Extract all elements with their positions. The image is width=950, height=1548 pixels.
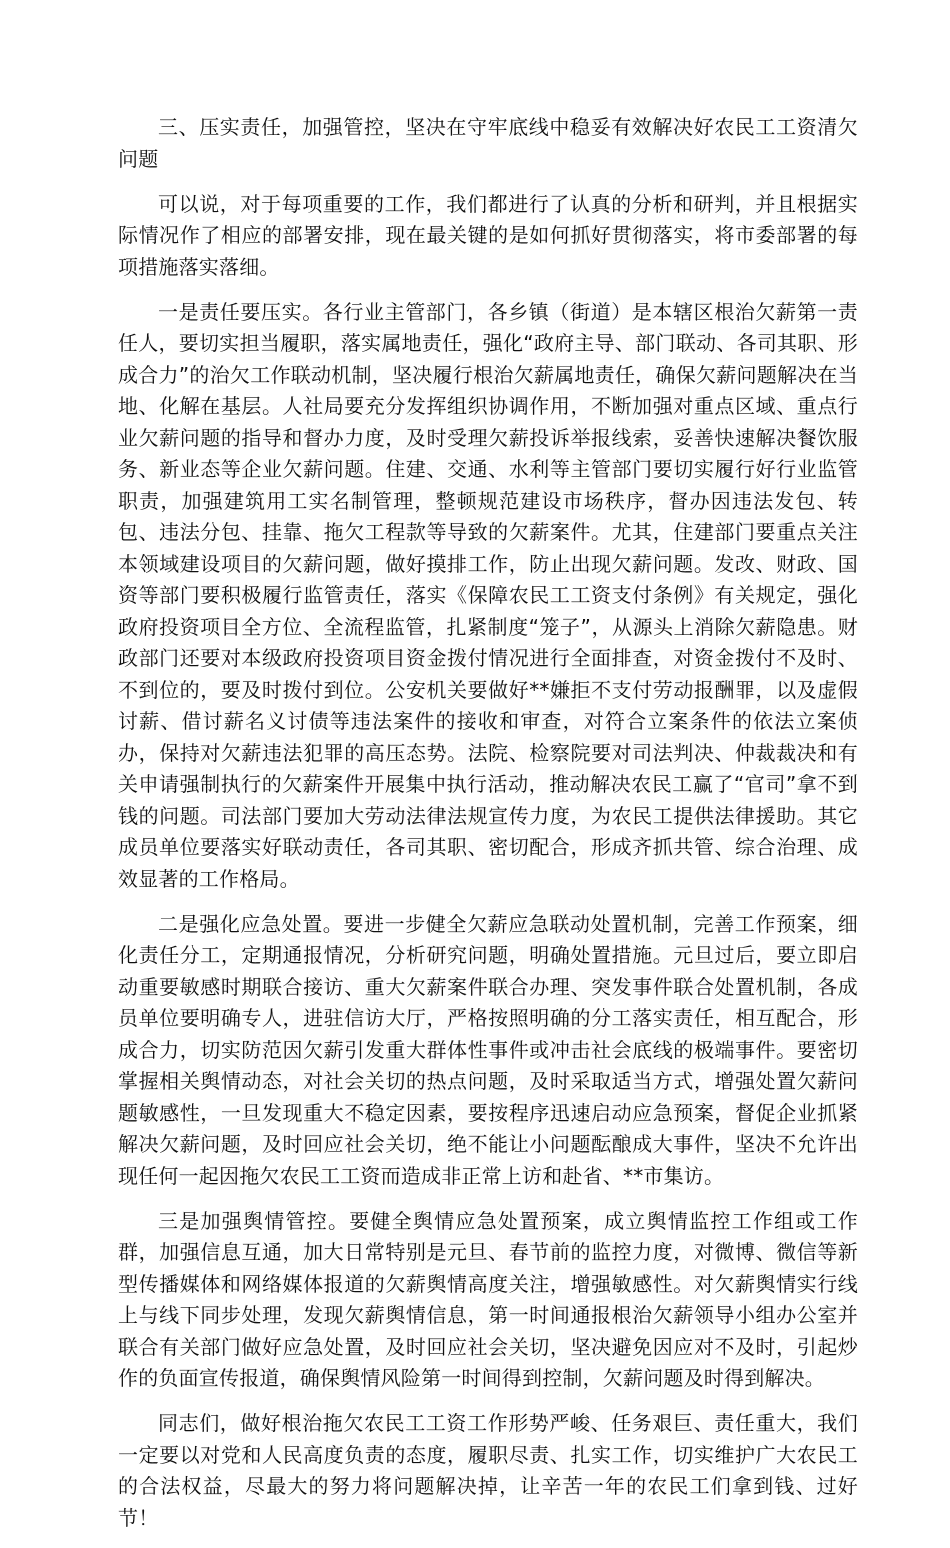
section-heading: 三、压实责任，加强管控，坚决在守牢底线中稳妥有效解决好农民工工资清欠问题 (118, 115, 858, 171)
paragraph-responsibility: 一是责任要压实。各行业主管部门，各乡镇（街道）是本辖区根治欠薪第一责任人，要切实担当履职，落实属地责任，强化“政府主导、部门联动、各司其职、形成合力”的治欠工作联动机制，坚决履行根治欠薪属地责任，确保欠薪问题解决在当地、化解在基层。人社局要充分发挥组织协调作用，不断加强对重点区域、重点行业欠薪问题的指导和督办力度，及时受理欠薪投诉举报线索，妥善快速解决餐饮服务、新业态等企业欠薪问题。住建、交通、水利等主管部门要切实履行好行业监管职责，加强建筑用工实名制管理，整顿规范建设市场秩序，督办因违法发包、转包、违法分包、挂靠、拖欠工程款等导致的欠薪案件。尤其，住建部门要重点关注本领域建设项目的欠薪问题，做好摸排工作，防止出现欠薪问题。发改、财政、国资等部门要积极履行监管责任，落实《保障农民工工资支付条例》有关规定，强化政府投资项目全方位、全流程监管，扎紧制度“笼子”，从源头上消除欠薪隐患。财政部门还要对本级政府投资项目资金拨付情况进行全面排查，对资金拨付不及时、不到位的，要及时拨付到位。公安机关要做好**嫌拒不支付劳动报酬罪，以及虚假讨薪、借讨薪名义讨债等违法案件的接收和审查，对符合立案条件的依法立案侦办，保持对欠薪违法犯罪的高压态势。法院、检察院要对司法判决、仲裁裁决和有关申请强制执行的欠薪案件开展集中执行活动，推动解决农民工赢了“官司”拿不到钱的问题。司法部门要加大劳动法律法规宣传力度，为农民工提供法律援助。其它成员单位要落实好联动责任，各司其职、密切配合，形成齐抓共管、综合治理、成效显著的工作格局。 (118, 299, 858, 891)
paragraph-emergency: 二是强化应急处置。要进一步健全欠薪应急联动处置机制，完善工作预案，细化责任分工，定期通报情况，分析研究问题，明确处置措施。元旦过后，要立即启动重要敏感时期联合接访、重大欠薪案件联合办理、突发事件联合处置机制，各成员单位要明确专人，进驻信访大厅，严格按照明确的分工落实责任，相互配合，形成合力，切实防范因欠薪引发重大群体性事件或冲击社会底线的极端事件。要密切掌握相关舆情动态，对社会关切的热点问题，及时采取适当方式，增强处置欠薪问题敏感性，一旦发现重大不稳定因素，要按程序迅速启动应急预案，督促企业抓紧解决欠薪问题，及时回应社会关切，绝不能让小问题酝酿成大事件，坚决不允许出现任何一起因拖欠农民工工资而造成非正常上访和赴省、**市集访。 (118, 911, 858, 1188)
paragraph-public-opinion: 三是加强舆情管控。要健全舆情应急处置预案，成立舆情监控工作组或工作群，加强信息互通，加大日常特别是元旦、春节前的监控力度，对微博、微信等新型传播媒体和网络媒体报道的欠薪舆情高度关注，增强敏感性。对欠薪舆情实行线上与线下同步处理，发现欠薪舆情信息，第一时间通报根治欠薪领导小组办公室并联合有关部门做好应急处置，及时回应社会关切，坚决避免因应对不及时，引起炒作的负面宣传报道，确保舆情风险第一时间得到控制，欠薪问题及时得到解决。 (118, 1208, 858, 1390)
document-page (118, 112, 858, 1548)
paragraph-closing: 同志们，做好根治拖欠农民工工资工作形势严峻、任务艰巨、责任重大，我们一定要以对党和人民高度负责的态度，履职尽责、扎实工作，切实维护广大农民工的合法权益，尽最大的努力将问题解决掉，让辛苦一年的农民工们拿到钱、过好节！ (118, 1411, 858, 1530)
paragraph-intro: 可以说，对于每项重要的工作，我们都进行了认真的分析和研判，并且根据实际情况作了相应的部署安排，现在最关键的是如何抓好贯彻落实，将市委部署的每项措施落实落细。 (118, 191, 858, 279)
